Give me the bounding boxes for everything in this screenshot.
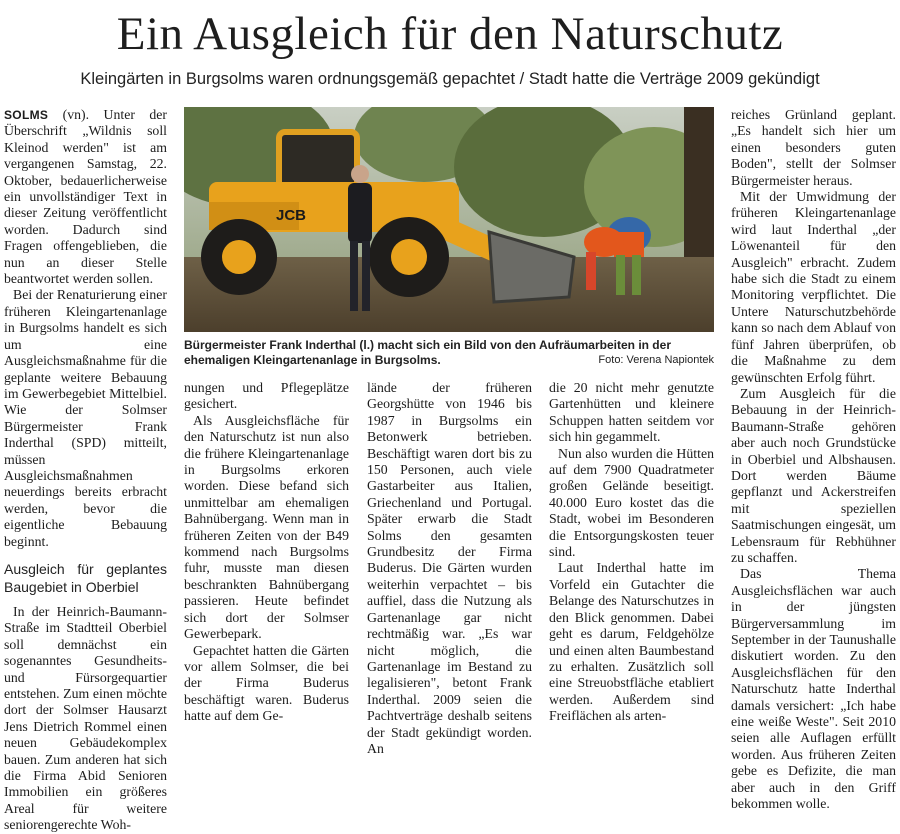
- dateline: SOLMS: [4, 108, 49, 122]
- paragraph: lände der früheren Georgshütte von 1946 bis 1987 in Burgsolms ein Betonwerk betrieben. Beschäftigt waren dort bis zu 150 Personen, auch viele Gastarbeiter aus Italien, Griechenland und Portugal. Später erwarb die Stadt Solms den gesamten Grundbesitz der Firma Buderus. Die Gärten wurden weiterhin verpachtet – bis auffiel, dass die Nutzung als Gartenanlage gar nicht rechtmäßig war. „Es war nicht möglich, die Gartenanlage im Bestand zu legalisieren", betont Frank Inderthal. 2009 seien die Pachtverträge deshalb seitens der Stadt gekündigt worden. An: [367, 380, 532, 756]
- paragraph: Das Thema Ausgleichsflächen war auch in der jüngsten Bürgerversammlung im September in der Taunushalle diskutiert worden. Zu den Ausgleichsflächen für den Naturschutz hatte Inderthal damals versichert: „Ich habe eine weiße Weste". Seit 2010 seien alle Auflagen erfüllt worden. Aus früheren Zeiten gebe es Defizite, die man aber auch in den Griff bekommen wolle.: [731, 566, 896, 812]
- construction-site-image: [184, 107, 714, 332]
- paragraph: nungen und Pflegeplätze gesichert.: [184, 380, 349, 412]
- paragraph: Als Ausgleichsfläche für den Naturschutz ist nun also die frühere Kleingartenanlage in Burgsolms erkoren worden. Diese befand sich unmittelbar am ehemaligen Bahnübergang. Wenn man in früheren Zeiten von der B49 kommend nach Burgsolms fuhr, musste man diesen beschrankten Bahnübergang passieren. Heute befindet sich dort der Solmser Gewerbepark.: [184, 412, 349, 642]
- section-subhead: Ausgleich für geplantes Baugebiet in Oberbiel: [4, 560, 167, 595]
- article-column-4: [549, 380, 714, 725]
- paragraph: die 20 nicht mehr genutzte Gartenhütten und kleinere Schuppen hatten seitdem vor sich hin gegammelt.: [549, 380, 714, 445]
- paragraph-text: (vn). Unter der Überschrift „Wildnis soll Kleinod werden" ist am vergangenen Samstag, 22. Oktober, bedauerlicherweise ein unvollständiger Text in dieser Zeitung veröffentlicht worden. Dadurch sind Fragen offengeblieben, die nun an dieser Stelle beantwortet werden sollen.: [4, 107, 167, 287]
- article-column-1: [4, 107, 167, 834]
- article-column-5: [731, 107, 896, 812]
- paragraph: Laut Inderthal hatte im Vorfeld ein Gutachter die Belange des Naturschutzes in den Blick genommen. Dabei geht es darum, Feldgehölze und einen alten Baumbestand zu erhalten. Zusätzlich soll eine Streuobstfläche etabliert werden. Außerdem sind Freiflächen als arten-: [549, 560, 714, 724]
- paragraph: [4, 107, 167, 287]
- caption-text: Bürgermeister Frank Inderthal (l.) macht sich ein Bild von den Aufräumarbeiten in der ehemaligen Kleingartenanlage in Burgsolms.: [184, 338, 671, 367]
- paragraph: Nun also wurden die Hütten auf dem 7900 Quadratmeter großen Gelände beseitigt. 40.000 Euro kostet das die Stadt, wobei im Besonderen die Entsorgungskosten teuer sind.: [549, 445, 714, 560]
- jcb-logo: JCB: [276, 207, 307, 224]
- paragraph: Bei der Renaturierung einer früheren Kleingartenanlage in Burgsolms handelt es sich um eine Ausgleichsmaßnahme für die geplante weitere Bebauung im Gewerbegebiet Mittelbiel. Wie der Solmser Bürgermeister Frank Inderthal (SPD) mitteilt, müssen Ausgleichsmaßnahmen neuerdings bereits erbracht werden, bevor die eigentliche Bebauung beginnt.: [4, 287, 167, 549]
- paragraph: Gepachtet hatten die Gärten vor allem Solmser, die bei der Firma Buderus beschäftigt waren. Buderus hatte auf dem Ge-: [184, 642, 349, 724]
- photo-credit: Foto: Verena Napiontek: [598, 354, 714, 366]
- subheadline: Kleingärten in Burgsolms waren ordnungsgemäß gepachtet / Stadt hatte die Verträge 2009 gekündigt: [80, 70, 820, 88]
- paragraph: In der Heinrich-Baumann-Straße im Stadtteil Oberbiel soll demnächst ein sogenanntes Gesundheits- und Fürsorgequartier entstehen. Zum einen möchte dort der Solmser Hausarzt Jens Dietrich Rommel einen neuen Gebäudekomplex bauen. Zum anderen hat sich die Firma Abid Senioren Immobilien ein größeres Areal für weitere seniorengerechte Woh-: [4, 603, 167, 833]
- article-photo: [184, 107, 714, 332]
- paragraph: reiches Grünland geplant. „Es handelt sich hier um einen besonders guten Boden", stellt der Solmser Bürgermeister heraus.: [731, 107, 896, 188]
- headline: Ein Ausgleich für den Naturschutz: [116, 8, 784, 60]
- article-column-2: [184, 380, 349, 725]
- paragraph: Zum Ausgleich für die Bebauung in der Heinrich-Baumann-Straße gehören aber auch noch Grundstücke in Oberbiel und Albshausen. Dort werden Bäume gepflanzt und Ackerstreifen mit speziellen Saatmischungen eingesät, um Lebensraum für Rebhühner zu schaffen.: [731, 385, 896, 565]
- article-column-3: [367, 380, 532, 757]
- paragraph: Mit der Umwidmung der früheren Kleingartenanlage wird laut Inderthal „der Löwenanteil für den Ausgleich" erbracht. Zudem habe sich die Stadt zu einem Monitoring verpflichtet. Die Untere Naturschutzbehörde kann so nach dem Ablauf von fünf Jahren überprüfen, ob die Maßnahme zu dem gewünschten Erfolg führt.: [731, 189, 896, 385]
- photo-caption: [184, 338, 714, 368]
